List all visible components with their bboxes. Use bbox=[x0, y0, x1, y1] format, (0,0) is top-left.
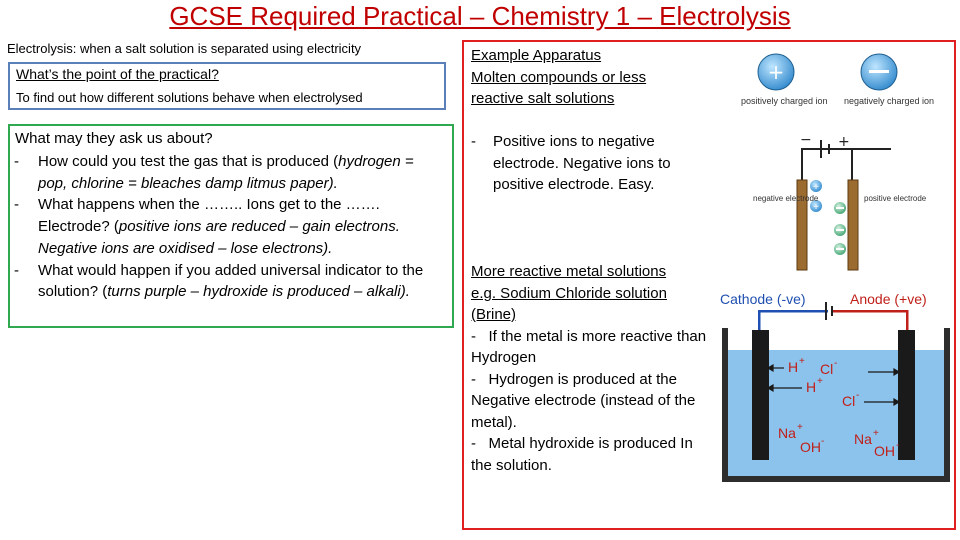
svg-text:H: H bbox=[788, 359, 799, 375]
svg-text:OH: OH bbox=[800, 439, 821, 455]
svg-text:OH: OH bbox=[874, 443, 895, 459]
example-point-text: Positive ions to negative electrode. Negative ions to positive electrode. Easy. bbox=[493, 133, 671, 193]
svg-text:Cl: Cl bbox=[820, 361, 834, 377]
svg-text:+: + bbox=[767, 60, 785, 84]
svg-text:-: - bbox=[834, 358, 838, 369]
question-text: What happens when the …….. Ions get to the ……. Electrode? ( bbox=[38, 196, 380, 236]
example-point: - Positive ions to negative electrode. Negative ions to positive electrode. Easy. bbox=[471, 131, 703, 196]
question-text: What would happen if you added universal indicator to the solution? ( bbox=[38, 261, 424, 301]
page-title: GCSE Required Practical – Chemistry 1 – Electrolysis bbox=[169, 1, 791, 31]
positive-ion-icon bbox=[758, 54, 794, 90]
intro-text: Electrolysis: when a salt solution is separated using electricity bbox=[7, 41, 362, 56]
example-heading: Example Apparatus bbox=[471, 47, 602, 64]
svg-text:+: + bbox=[813, 202, 819, 213]
svg-text:−: − bbox=[800, 132, 812, 148]
ion-diagram bbox=[736, 50, 936, 280]
reactive-point-1: - If the metal is more reactive than Hydrogen bbox=[471, 327, 707, 366]
svg-text:Cl: Cl bbox=[842, 393, 856, 409]
pos-ion-label: positively charged ion bbox=[741, 96, 828, 106]
svg-text:+: + bbox=[817, 376, 823, 387]
point-question: What’s the point of the practical? bbox=[16, 66, 219, 82]
pos-electrode-label: positive electrode bbox=[864, 194, 927, 203]
question-item: - What would happen if you added universal indicator to the solution? (turns purple – hydroxide is produced – alkali). bbox=[14, 261, 424, 301]
positive-electrode bbox=[848, 180, 858, 270]
question-answer: turns purple – hydroxide is produced – alkali). bbox=[107, 283, 410, 301]
reactive-metals-block bbox=[471, 261, 711, 476]
example-heading-block bbox=[471, 45, 711, 110]
negative-ion-icon bbox=[834, 202, 846, 214]
svg-text:+: + bbox=[797, 422, 803, 433]
example-subtitle-2: reactive salt solutions bbox=[471, 90, 615, 107]
cathode-electrode bbox=[752, 330, 769, 460]
question-answer: hydrogen = pop, chlorine = bleaches damp litmus paper). bbox=[38, 153, 414, 192]
reactive-heading-2: e.g. Sodium Chloride solution bbox=[471, 284, 667, 302]
svg-text:-: - bbox=[896, 440, 900, 451]
neg-electrode-label: negative electrode bbox=[753, 194, 819, 203]
reactive-heading-1: More reactive metal solutions bbox=[471, 263, 667, 280]
neg-ion-label: negatively charged ion bbox=[844, 96, 935, 106]
question-item: - What happens when the …….. Ions get to the ……. Electrode? (positive ions are reduced – gain electrons. Negative ions are oxidised – lose electrons). bbox=[14, 196, 400, 257]
svg-text:+: + bbox=[873, 428, 879, 439]
question-list bbox=[14, 151, 446, 303]
svg-text:Na: Na bbox=[854, 431, 872, 447]
negative-ion-icon bbox=[834, 224, 846, 236]
reactive-point-3: - Metal hydroxide is produced In the solution. bbox=[471, 435, 693, 474]
brine-cell-diagram bbox=[718, 288, 954, 482]
svg-text:+: + bbox=[799, 356, 805, 367]
svg-text:+: + bbox=[813, 182, 819, 193]
question-text: How could you test the gas that is produced ( bbox=[38, 153, 339, 170]
negative-ion-icon bbox=[834, 243, 846, 255]
anode-electrode bbox=[898, 330, 915, 460]
point-answer: To find out how different solutions behave when electrolysed bbox=[16, 90, 363, 105]
svg-text:-: - bbox=[821, 436, 825, 447]
svg-text:-: - bbox=[856, 390, 860, 401]
reactive-point-2: - Hydrogen is produced at the Negative electrode (instead of the metal). bbox=[471, 370, 696, 431]
positive-ion-icon bbox=[810, 180, 822, 193]
svg-text:Na: Na bbox=[778, 425, 796, 441]
battery-icon bbox=[800, 132, 891, 183]
svg-text:H: H bbox=[806, 379, 817, 395]
cathode-label: Cathode (-ve) bbox=[720, 291, 806, 307]
svg-text:+: + bbox=[838, 134, 850, 150]
anode-label: Anode (+ve) bbox=[850, 291, 927, 307]
question-answer: positive ions are reduced – gain electrons. Negative ions are oxidised – lose electrons). bbox=[38, 218, 400, 257]
reactive-heading-3: (Brine) bbox=[471, 306, 517, 323]
questions-title: What may they ask us about? bbox=[15, 130, 213, 147]
example-subtitle-1: Molten compounds or less bbox=[471, 68, 647, 86]
question-item: - How could you test the gas that is produced (hydrogen = pop, chlorine = bleaches damp litmus paper). bbox=[14, 153, 414, 192]
negative-ion-icon bbox=[861, 54, 897, 90]
